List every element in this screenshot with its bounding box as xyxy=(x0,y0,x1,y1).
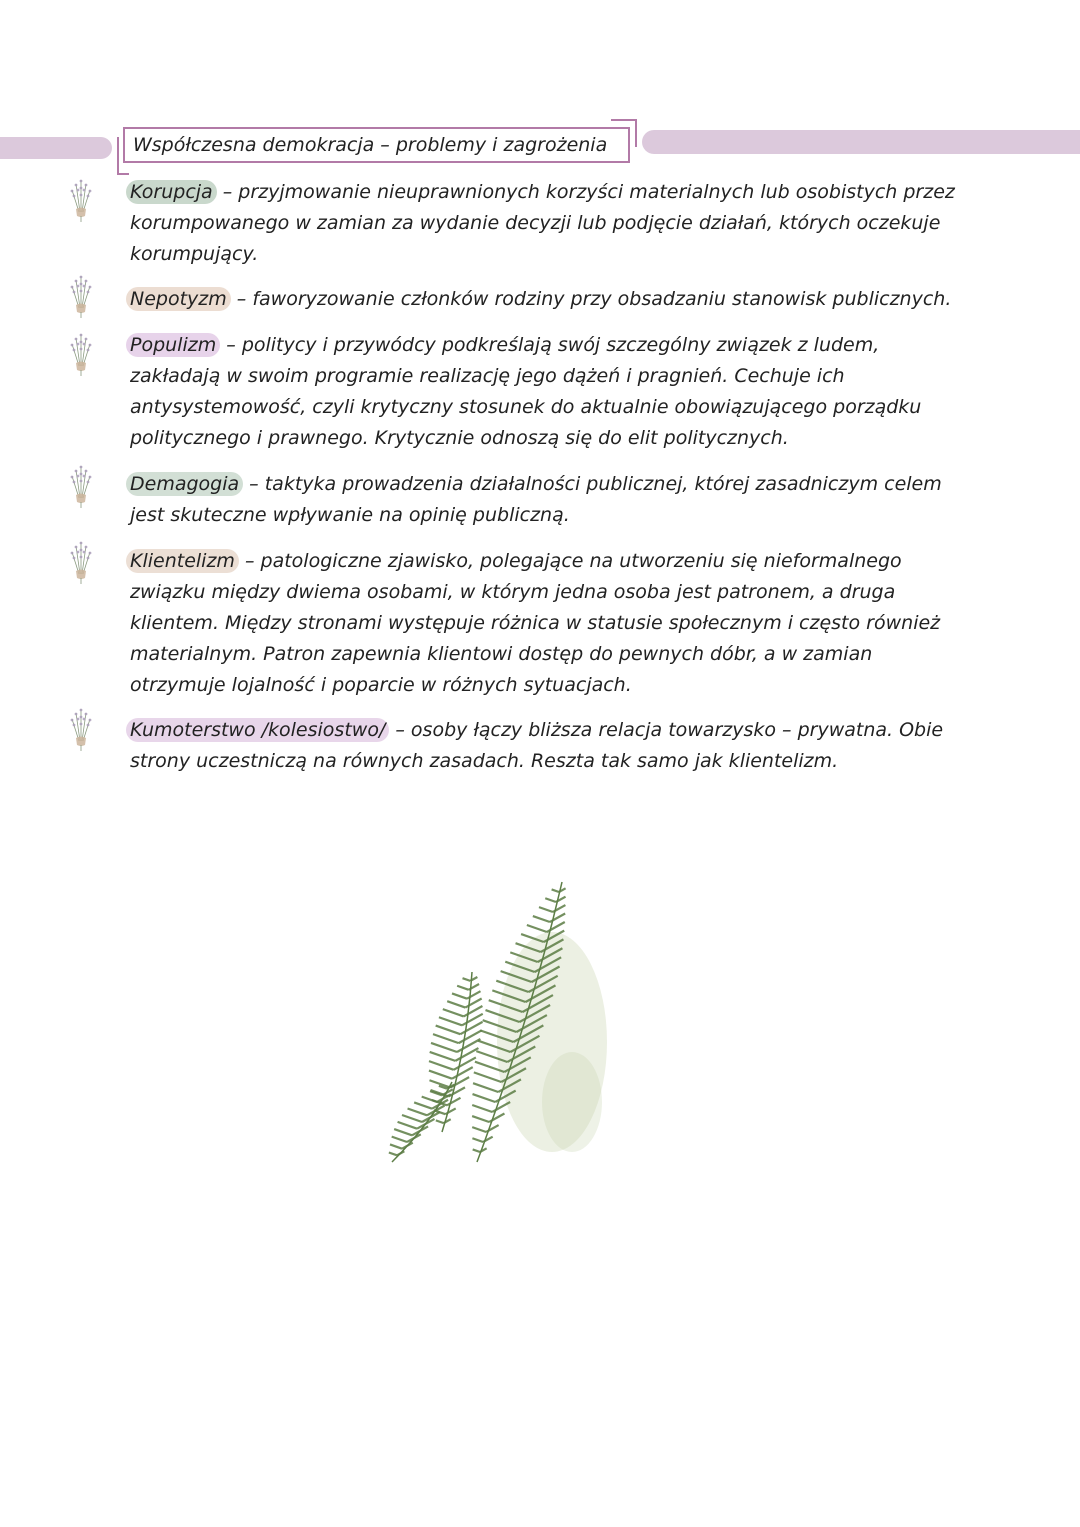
term-demagogia: Demagogia xyxy=(126,472,243,496)
section-title-frame xyxy=(123,127,630,163)
frame-corner-decoration xyxy=(117,137,129,175)
lavender-sprig-icon xyxy=(66,176,96,224)
fern-icon xyxy=(382,872,632,1212)
definition-entry xyxy=(130,715,960,777)
definition-text: – osoby łączy bliższa relacja towarzysko – prywatna. Obie strony uczestniczą na równych zasadach. Reszta tak samo jak klientelizm. xyxy=(130,719,944,772)
lavender-sprig-icon xyxy=(66,705,96,753)
definition-entry xyxy=(130,330,960,454)
term-klientelizm: Klientelizm xyxy=(126,549,239,573)
definition-text: – taktyka prowadzenia działalności publicznej, której zasadniczym celem jest skuteczne wpływanie na opinię publiczną. xyxy=(130,473,942,526)
term-kumoterstwo: Kumoterstwo /kolesiostwo/ xyxy=(126,718,389,742)
definition-text: – przyjmowanie nieuprawnionych korzyści materialnych lub osobistych przez korumpowanego w zamian za wydanie decyzji lub podjęcie działań, których oczekuje korumpujący. xyxy=(130,181,955,265)
lavender-sprig-icon xyxy=(66,538,96,586)
section-title: Współczesna demokracja – problemy i zagrożenia xyxy=(133,134,608,156)
term-korupcja: Korupcja xyxy=(126,180,217,204)
lavender-sprig-icon xyxy=(66,272,96,320)
header-band-right xyxy=(642,130,1080,154)
definition-text: – faworyzowanie członków rodziny przy obsadzaniu stanowisk publicznych. xyxy=(230,288,952,310)
definition-text: – patologiczne zjawisko, polegające na utworzeniu się nieformalnego związku między dwiema osobami, w którym jedna osoba jest patronem, a druga klientem. Między stronami występuje różnica w statusie społecznym i często również materialnym. Patron zapewnia klientowi dostęp do pewnych dóbr, a w zamian otrzymuje lojalność i poparcie w różnych sytuacjach. xyxy=(130,550,941,696)
lavender-sprig-icon xyxy=(66,330,96,378)
header-band-left xyxy=(0,137,112,159)
definition-entry xyxy=(130,546,960,701)
frame-corner-decoration xyxy=(611,119,637,147)
term-nepotyzm: Nepotyzm xyxy=(126,287,231,311)
term-populizm: Populizm xyxy=(126,333,220,357)
definition-entry xyxy=(130,284,960,315)
definition-entry xyxy=(130,177,960,270)
definition-entry xyxy=(130,469,960,531)
lavender-sprig-icon xyxy=(66,462,96,510)
definition-text: – politycy i przywódcy podkreślają swój szczególny związek z ludem, zakładają w swoim programie realizację jego dążeń i pragnień. Cechuje ich antysystemowość, czyli krytyczny stosunek do aktualnie obowiązującego porządku politycznego i prawnego. Krytycznie odnoszą się do elit politycznych. xyxy=(130,334,922,449)
